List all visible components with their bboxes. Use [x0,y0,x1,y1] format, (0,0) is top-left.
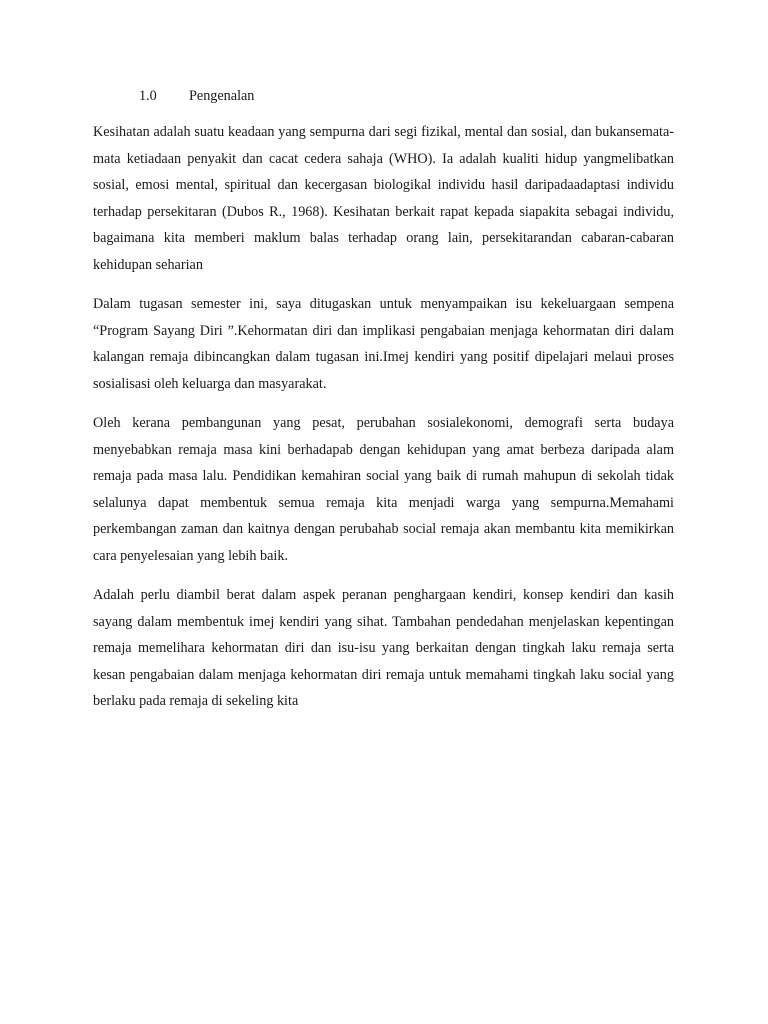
section-title: Pengenalan [189,88,255,104]
paragraph-assignment-intro: Dalam tugasan semester ini, saya ditugaskan untuk menyampaikan isu kekeluargaan sempena “Program Sayang Diri ”.Kehormatan diri dan implikasi pengabaian menjaga kehormatan diri dalam kalangan remaja dibincangkan dalam tugasan ini.Imej kendiri yang positif dipelajari melaui proses sosialisasi oleh keluarga dan masyarakat. [93,296,674,392]
paragraph-self-image: Adalah perlu diambil berat dalam aspek peranan penghargaan kendiri, konsep kendiri dan kasih sayang dalam membentuk imej kendiri yang sihat. Tambahan pendedahan menjelaskan kepentingan remaja memelihara kehormatan diri dan isu-isu yang berkaitan dengan tingkah laku remaja serta kesan pengabaian dalam menjaga kehormatan diri remaja untuk memahami tingkah laku social yang berlaku pada remaja di sekeling kita [93,587,674,710]
section-number: 1.0 [139,88,157,104]
section-heading [139,86,254,106]
paragraph-health-definition: Kesihatan adalah suatu keadaan yang sempurna dari segi fizikal, mental dan sosial, dan bukansemata-mata ketiadaan penyakit dan cacat cedera sahaja (WHO). Ia adalah kualiti hidup yangmelibatkan sosial, emosi mental, spiritual dan kecergasan biologikal individu hasil daripadaadaptasi individu terhadap persekitaran (Dubos R., 1968). Kesihatan berkait rapat kepada siapakita sebagai individu, bagaimana kita memberi maklum balas terhadap orang lain, persekitarandan cabaran-cabaran kehidupan seharian [93,124,674,273]
paragraph-social-change: Oleh kerana pembangunan yang pesat, perubahan sosialekonomi, demografi serta budaya menyebabkan remaja masa kini berhadapab dengan kehidupan yang amat berbeza daripada alam remaja pada masa lalu. Pendidikan kemahiran social yang baik di rumah mahupun di sekolah tidak selalunya dapat membentuk semua remaja kita menjadi warga yang sempurna.Memahami perkembangan zaman dan kaitnya dengan perubahab social remaja akan membantu kita memikirkan cara penyelesaian yang lebih baik. [93,414,674,564]
document-body [93,119,674,727]
